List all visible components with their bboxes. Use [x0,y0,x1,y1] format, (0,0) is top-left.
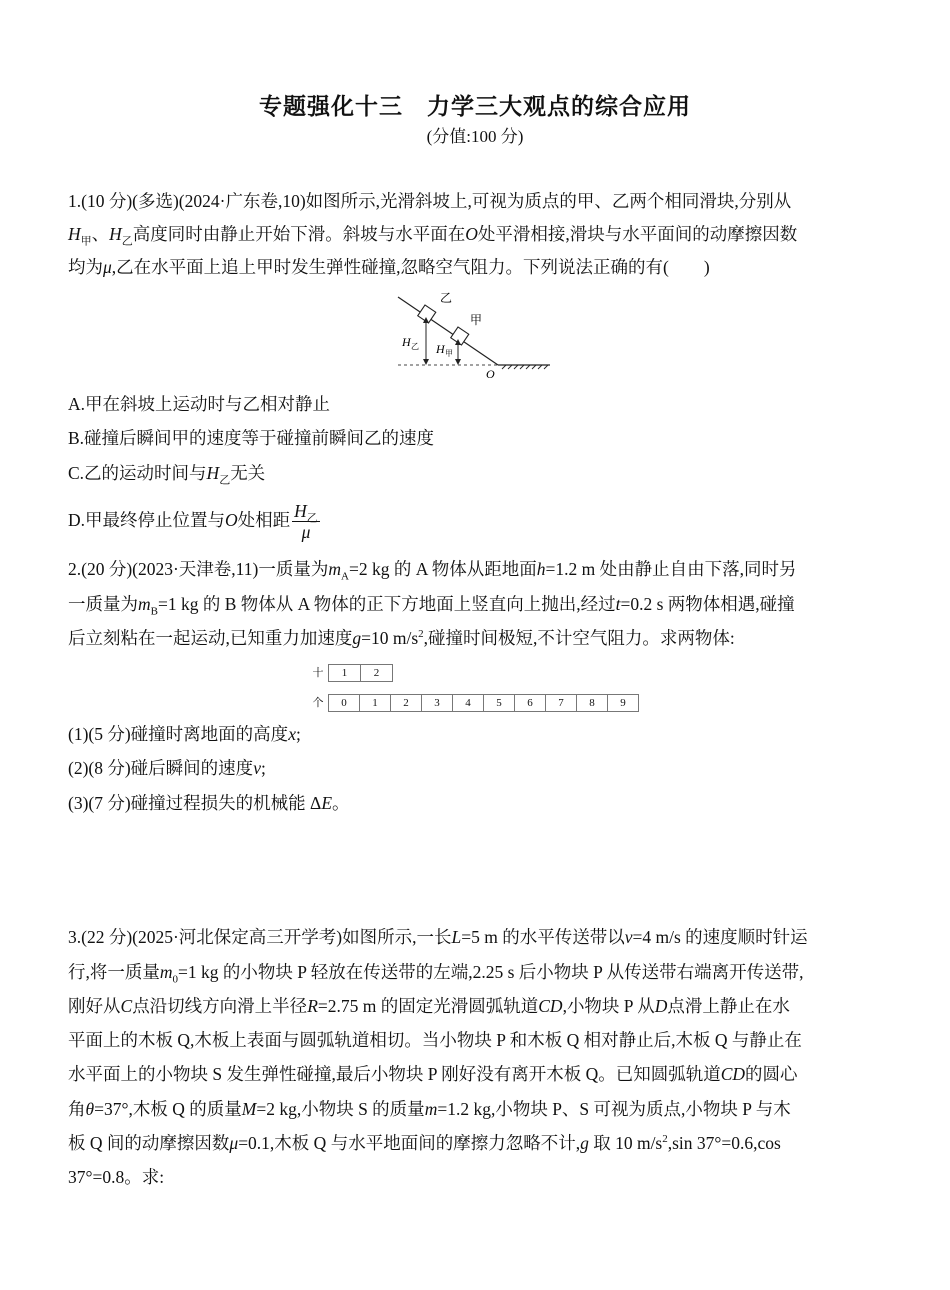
ones-cell[interactable]: 4 [453,695,484,711]
q1-option-c: C.乙的运动时间与$H_乙$无关 [68,463,266,487]
tens-cell[interactable]: 2 [373,667,380,679]
q3-line1: 3.(22 分)(2025·河北保定高三开学考)如图所示,一长L=5 m 的水平传送带以v=4 m/s 的速度顺时针运 [68,927,808,947]
ones-cell[interactable]: 0 [329,695,360,711]
ones-cell[interactable]: 7 [546,695,577,711]
q3-line7: 板 Q 间的动摩擦因数μ=0.1,木板 Q 与水平地面间的摩擦力忽略不计,g 取 10 $m/s^2,\sin$ 37°=0.6,cos [68,1133,781,1153]
q2-stem-line3: 后立刻粘在一起运动,已知重力加速度g=10 $m/s^2$,碰撞时间极短,不计空气阻力。求两物体: [68,628,735,648]
svg-text:乙: 乙 [411,342,419,351]
q3-line4: 平面上的木板 Q,木板上表面与圆弧轨道相切。当小物块 P 和木板 Q 相对静止后,木板 Q 与静止在 [68,1030,802,1050]
fraction-h-over-mu: $\frac{H_乙}{\mu}$ [294,501,318,543]
ones-row [328,694,639,712]
q1-option-b: B.碰撞后瞬间甲的速度等于碰撞前瞬间乙的速度 [68,428,435,448]
label-h-jia: H [436,342,445,356]
label-o: O [486,367,495,381]
q3-line3: 刚好从C点沿切线方向滑上半径R=2.75 m 的固定光滑圆弧轨道CD,小物块 P 从D点滑上静止在水 [68,996,790,1016]
ones-cell[interactable]: 9 [620,697,626,709]
q2-subquestion-2: (2)(8 分)碰后瞬间的速度v; [68,758,266,778]
q2-stem-line2: 一质量为$m_B=1$ kg 的 B 物体从 A 物体的正下方地面上竖直向上抛出,经过t=0.2 s 两物体相遇,碰撞 [68,594,795,618]
label-yi: 乙 [440,291,453,305]
q2-subquestion-3: (3)(7 分)碰撞过程损失的机械能 ΔE。 [68,793,350,813]
ones-cell[interactable]: 5 [484,695,515,711]
tens-row [328,664,393,682]
q3-line8: 37°=0.8。求: [68,1167,165,1187]
ones-cell[interactable]: 2 [391,695,422,711]
q1-stem-line1: 1.(10 分)(多选)(2024·广东卷,10)如图所示,光滑斜坡上,可视为质点的甲、乙两个相同滑块,分别从 [68,191,792,211]
svg-text:甲: 甲 [445,349,453,358]
q3-line5: 水平面上的小物块 S 发生弹性碰撞,最后小物块 P 刚好没有离开木板 Q。已知圆弧轨道CD的圆心 [68,1064,798,1084]
q3-line2: 行,将一质量$m_0=1$ kg 的小物块 P 轻放在传送带的左端,2.25 s 后小物块 P 从传送带右端离开传送带, [68,962,804,986]
answer-digit-grid [310,662,650,712]
q1-stem-line2: $H_甲$、$H_乙$高度同时由静止开始下滑。斜坡与水平面在O处平滑相接,滑块与水平面间的动摩擦因数 [68,224,798,248]
q2-stem-line1: 2.(20 分)(2023·天津卷,11)一质量为$m_A=2$ kg 的 A 物体从距地面h=1.2 m 处由静止自由下落,同时另 [68,559,797,583]
ones-label: 个 [312,696,324,709]
tens-label: 十 [312,666,324,679]
q3-line6: 角θ=37°,木板 Q 的质量M=2 kg,小物块 S 的质量m=1.2 kg,小物块 P、S 可视为质点,小物块 P 与木 [68,1099,791,1119]
label-h-yi: H [402,335,411,349]
label-jia: 甲 [470,313,483,327]
ones-cell[interactable]: 3 [422,695,453,711]
ones-cell[interactable]: 1 [360,695,391,711]
ones-cell[interactable]: 6 [515,695,546,711]
score-note: (分值:100 分) [426,127,524,146]
page-title: 专题强化十三 力学三大观点的综合应用 [259,94,691,120]
tens-cell[interactable]: 1 [329,665,361,681]
q1-stem-line3: 均为μ,乙在水平面上追上甲时发生弹性碰撞,忽略空气阻力。下列说法正确的有( ) [68,257,710,277]
ones-cell[interactable]: 8 [577,695,608,711]
q2-subquestion-1: (1)(5 分)碰撞时离地面的高度x; [68,724,301,744]
q1-option-d: D.甲最终停止位置与O处相距 $\frac{H_乙}{\mu}$ [68,501,318,543]
q1-option-a: A.甲在斜坡上运动时与乙相对静止 [68,394,331,414]
block-jia [451,327,469,345]
q1-incline-figure [390,290,560,382]
